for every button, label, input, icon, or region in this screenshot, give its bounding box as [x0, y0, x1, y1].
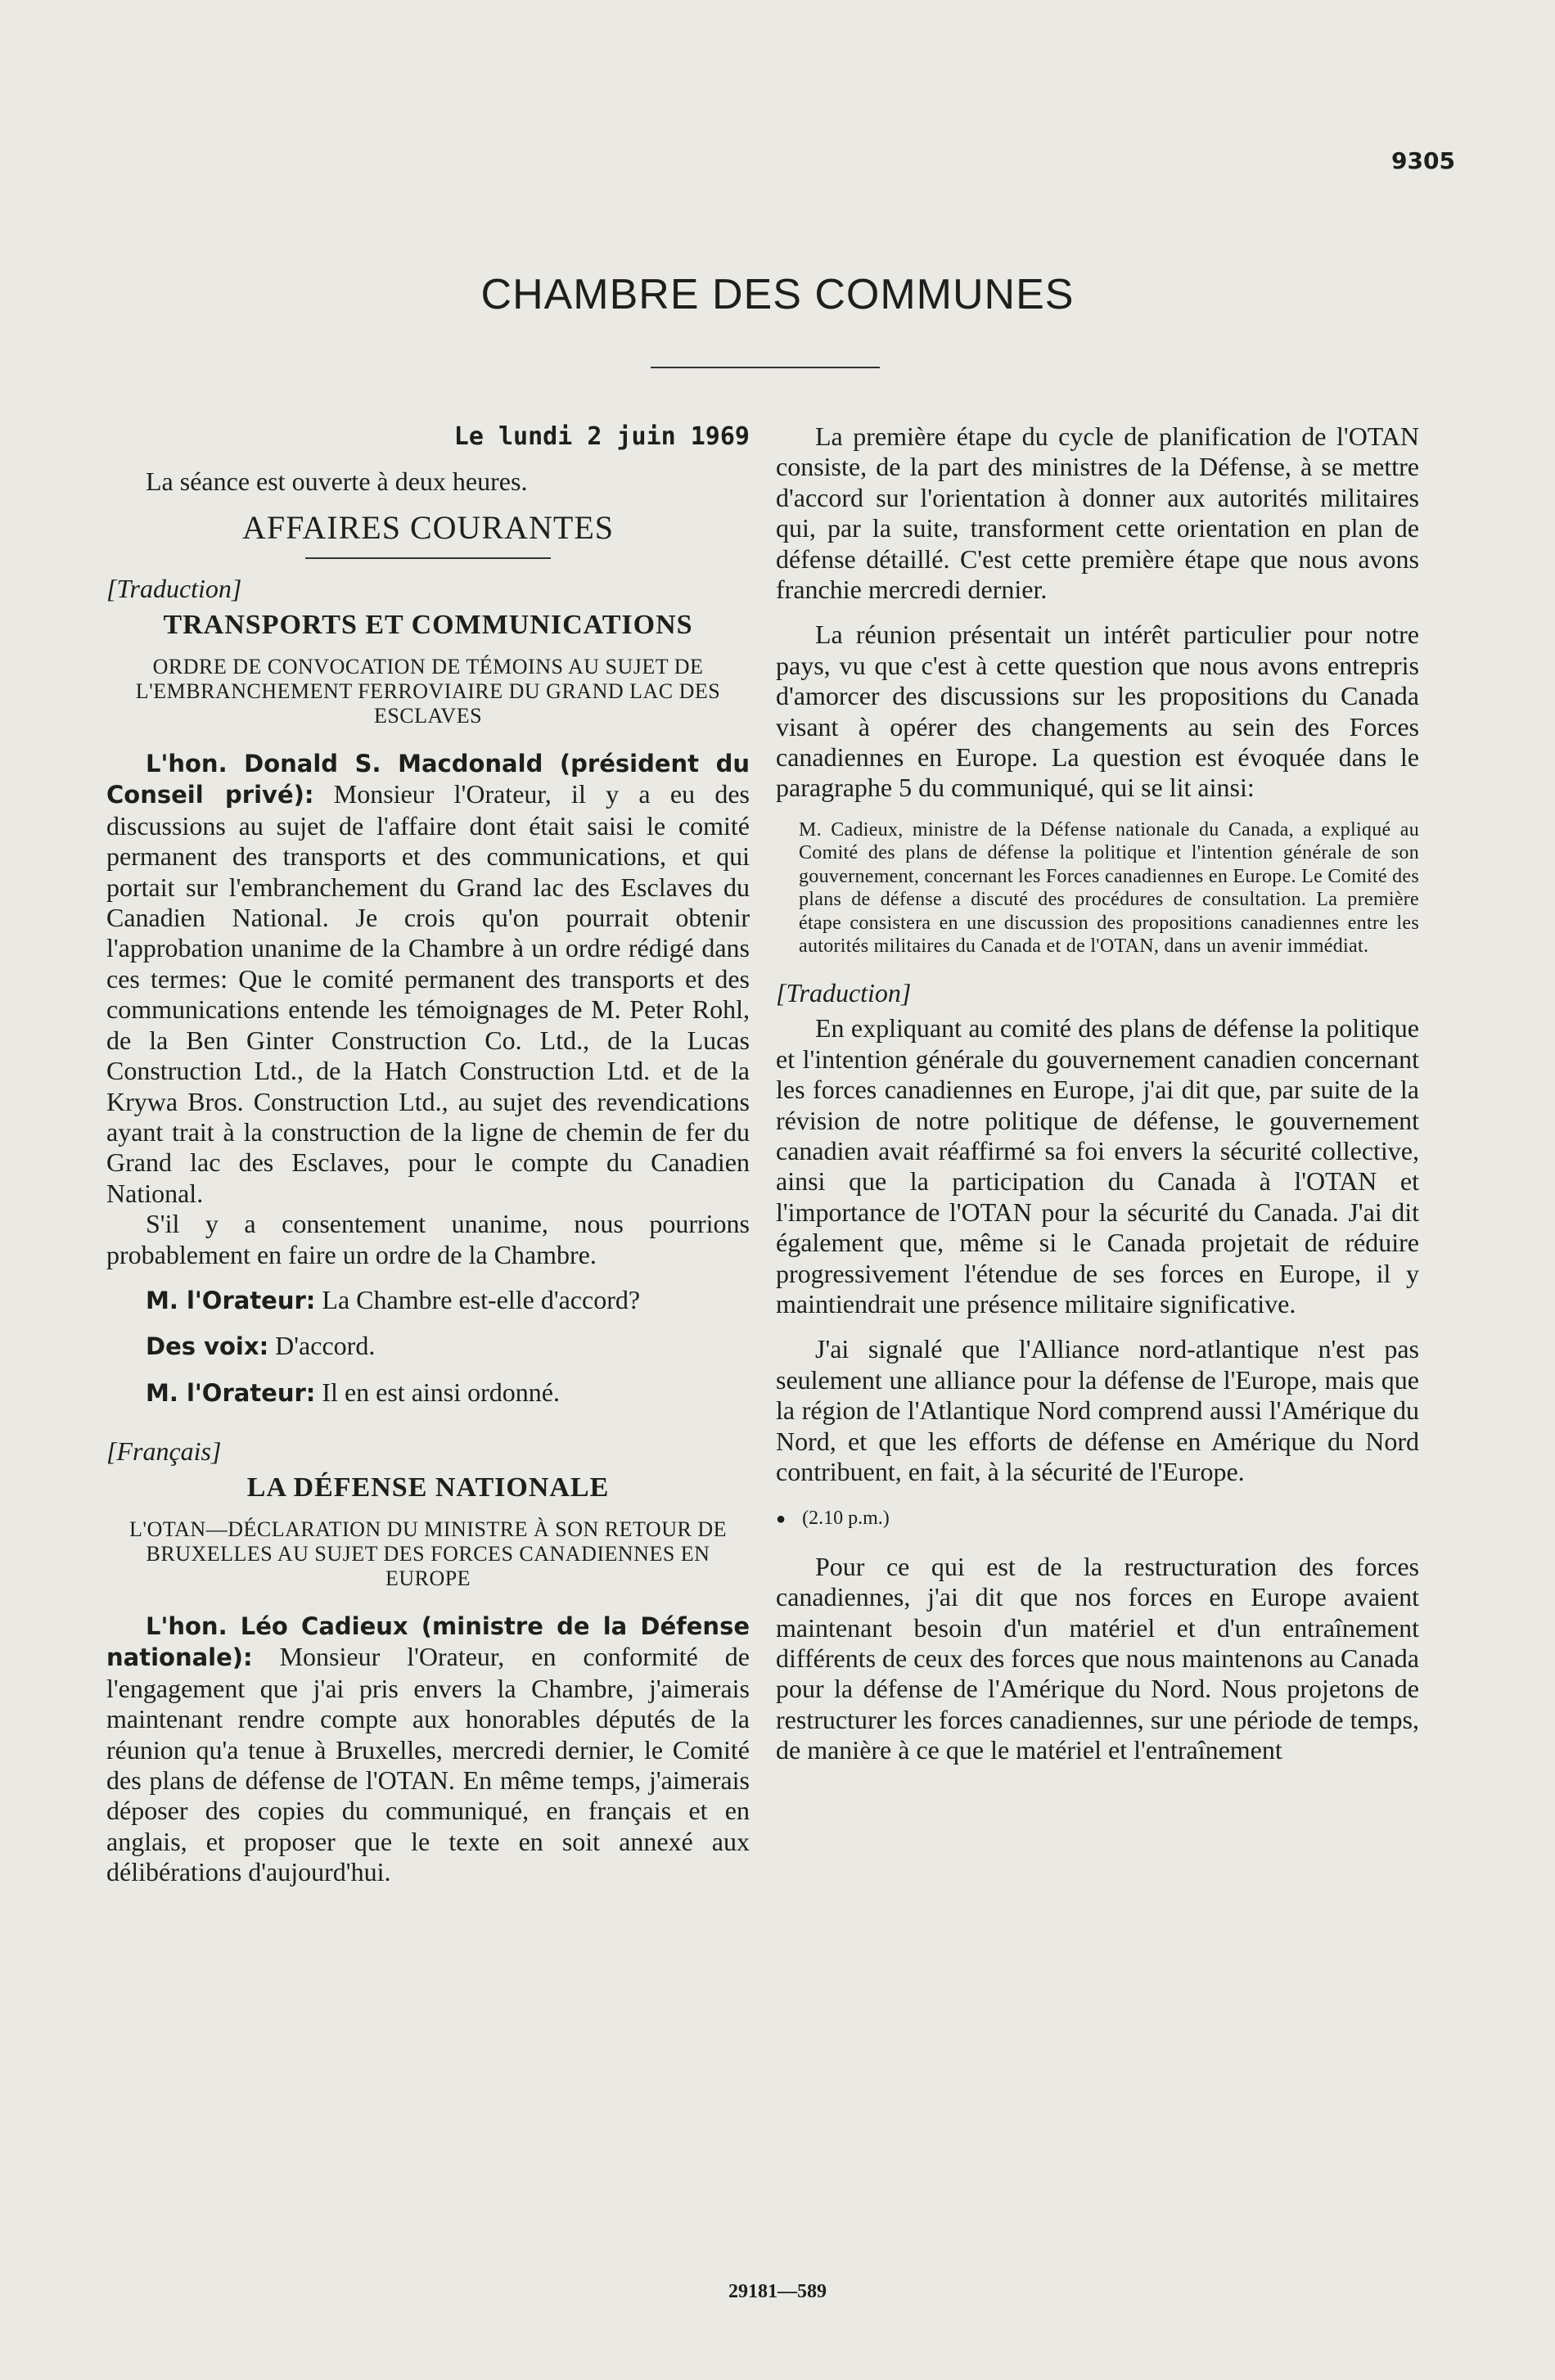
- speaker-name: M. l'Orateur:: [146, 1378, 316, 1407]
- paragraph: La première étape du cycle de planification de l'OTAN consiste, de la part des ministres de la Défense, à se mettre d'accord sur l'orientation à donner aux autorités militaires qui, par la suite, transforment cette orientation en plan de défense détaillé. C'est cette première étape que nous avons franchie mercredi dernier.: [776, 421, 1419, 605]
- translation-note: [Traduction]: [776, 977, 912, 1007]
- speech-text: D'accord.: [268, 1331, 376, 1361]
- speech-text: Monsieur l'Orateur, en conformité de l'engagement que j'ai pris envers la Chambre, j'aimerais maintenant rendre compte aux honorables députés de la réunion qu'a tenue à Bruxelles, mercredi dernier, le Comité des plans de défense de l'OTAN. En même temps, j'aimerais déposer des copies du communiqué, en français et en anglais, et proposer que le texte en soit annexé aux délibérations d'aujourd'hui.: [106, 1642, 750, 1887]
- paragraph: J'ai signalé que l'Alliance nord-atlantique n'est pas seulement une alliance pour la défense de l'Europe, mais que la région de l'Atlantique Nord comprend aussi l'Amérique du Nord, et que les efforts de défense en Amérique du Nord contribuent, en fait, à la sécurité de l'Europe.: [776, 1334, 1419, 1486]
- speech-text: La Chambre est-elle d'accord?: [315, 1284, 641, 1314]
- page-number: 9305: [1391, 147, 1455, 174]
- opening-line: La séance est ouverte à deux heures.: [146, 467, 528, 497]
- paragraph: S'il y a consentement unanime, nous pourrions probablement en faire un ordre de la Chambre.: [106, 1209, 750, 1269]
- speech-text: Il en est ainsi ordonné.: [315, 1377, 560, 1407]
- statement-macdonald: [106, 748, 750, 1209]
- paragraph: En expliquant au comité des plans de défense la politique et l'intention générale du gouvernement canadien concernant les forces canadiennes en Europe, j'ai dit que, par suite de la révision de notre politique de défense, le gouvernement canadien avait réaffirmé sa foi envers la sécurité collective, ainsi que la participation du Canada à l'OTAN et l'importance de l'OTAN pour la sécurité du Canada. J'ai dit également que, même si le Canada projetait de réduire progressivement l'étendue de ses forces en Europe, il y maintiendrait une présence militaire significative.: [776, 1013, 1419, 1318]
- translation-note: [Traduction]: [106, 574, 242, 604]
- exchange-line: [106, 1377, 750, 1409]
- speaker-name: L'hon. Léo Cadieux (ministre de la Défense nationale):: [106, 1611, 750, 1672]
- paragraph: Pour ce qui est de la restructuration des forces canadiennes, j'ai dit que nos forces en Europe avaient maintenant besoin d'un matériel et d'un entraînement différents de ceux des forces que nous maintenons au Canada pour la défense de l'Amérique du Nord. Nous projetons de restructurer les forces canadiennes, sur une période de temps, de manière à ce que le matériel et l'entraînement: [776, 1551, 1419, 1765]
- footer-code: 29181—589: [728, 2281, 827, 2302]
- speaker-name: M. l'Orateur:: [146, 1286, 316, 1314]
- paragraph: La réunion présentait un intérêt particulier pour notre pays, vu que c'est à cette question que nous avons entrepris d'amorcer des discussions sur les propositions du Canada visant à opérer des changements au sein des Forces canadiennes en Europe. La question est évoquée dans le paragraphe 5 du communiqué, qui se lit ainsi:: [776, 620, 1419, 803]
- speech-text: Monsieur l'Orateur, il y a eu des discussions au sujet de l'affaire dont était saisi le comité permanent des transports et des communications, et qui portait sur l'embranchement du Grand lac des Esclaves du Canadien National. Je crois qu'on pourrait obtenir l'approbation unanime de la Chambre à un ordre rédigé dans ces termes: Que le comité permanent des transports et des communications entende les témoignages de M. Peter Rohl, de la Ben Ginter Construction Co. Ltd., de la Lucas Construction Ltd., de la Hatch Construction Ltd. et de la Krywa Bros. Construction Ltd., au sujet des revendications ayant trait à la construction de la ligne de chemin de fer du Grand lac des Esclaves, pour le compte du Canadien National.: [106, 779, 750, 1208]
- speaker-name: L'hon. Donald S. Macdonald (président du Conseil privé):: [106, 750, 750, 809]
- subheading-transports: TRANSPORTS ET COMMUNICATIONS: [163, 609, 693, 640]
- exchange-line: [106, 1331, 750, 1362]
- title-divider: [651, 367, 880, 368]
- section-divider: [305, 557, 551, 559]
- language-note: [Français]: [106, 1436, 222, 1467]
- right-column: [776, 421, 1419, 1766]
- subject-caps-witnesses: ORDRE DE CONVOCATION DE TÉMOINS AU SUJET DE L'EMBRANCHEMENT FERROVIAIRE DU GRAND LAC DES ESCLAVES: [135, 655, 721, 728]
- left-column: [106, 421, 750, 1888]
- subject-caps-otan: L'OTAN—DÉCLARATION DU MINISTRE À SON RETOUR DE BRUXELLES AU SUJET DES FORCES CANADIENNES EN EUROPE: [129, 1517, 727, 1590]
- time-marker: [776, 1503, 1419, 1535]
- communique-quote: M. Cadieux, ministre de la Défense nationale du Canada, a expliqué au Comité des plans de défense la politique et l'intention générale de son gouvernement, concernant les Forces canadiennes en Europe. Le Comité des plans de défense a discuté des procédures de consultation. La première étape consistera en une discussion des propositions canadiennes entre les autorités militaires du Canada et de l'OTAN, dans un avenir immédiat.: [799, 818, 1419, 958]
- time-text: (2.10 p.m.): [802, 1508, 890, 1530]
- section-heading: AFFAIRES COURANTES: [242, 508, 614, 546]
- page-title: CHAMBRE DES COMMUNES: [480, 271, 1075, 318]
- statement-cadieux: [106, 1611, 750, 1888]
- bullet-icon: ●: [776, 1510, 787, 1529]
- speaker-name: Des voix:: [146, 1332, 269, 1361]
- sitting-date: Le lundi 2 juin 1969: [453, 422, 750, 451]
- subheading-defense: LA DÉFENSE NATIONALE: [246, 1472, 610, 1503]
- exchange-line: [106, 1285, 750, 1316]
